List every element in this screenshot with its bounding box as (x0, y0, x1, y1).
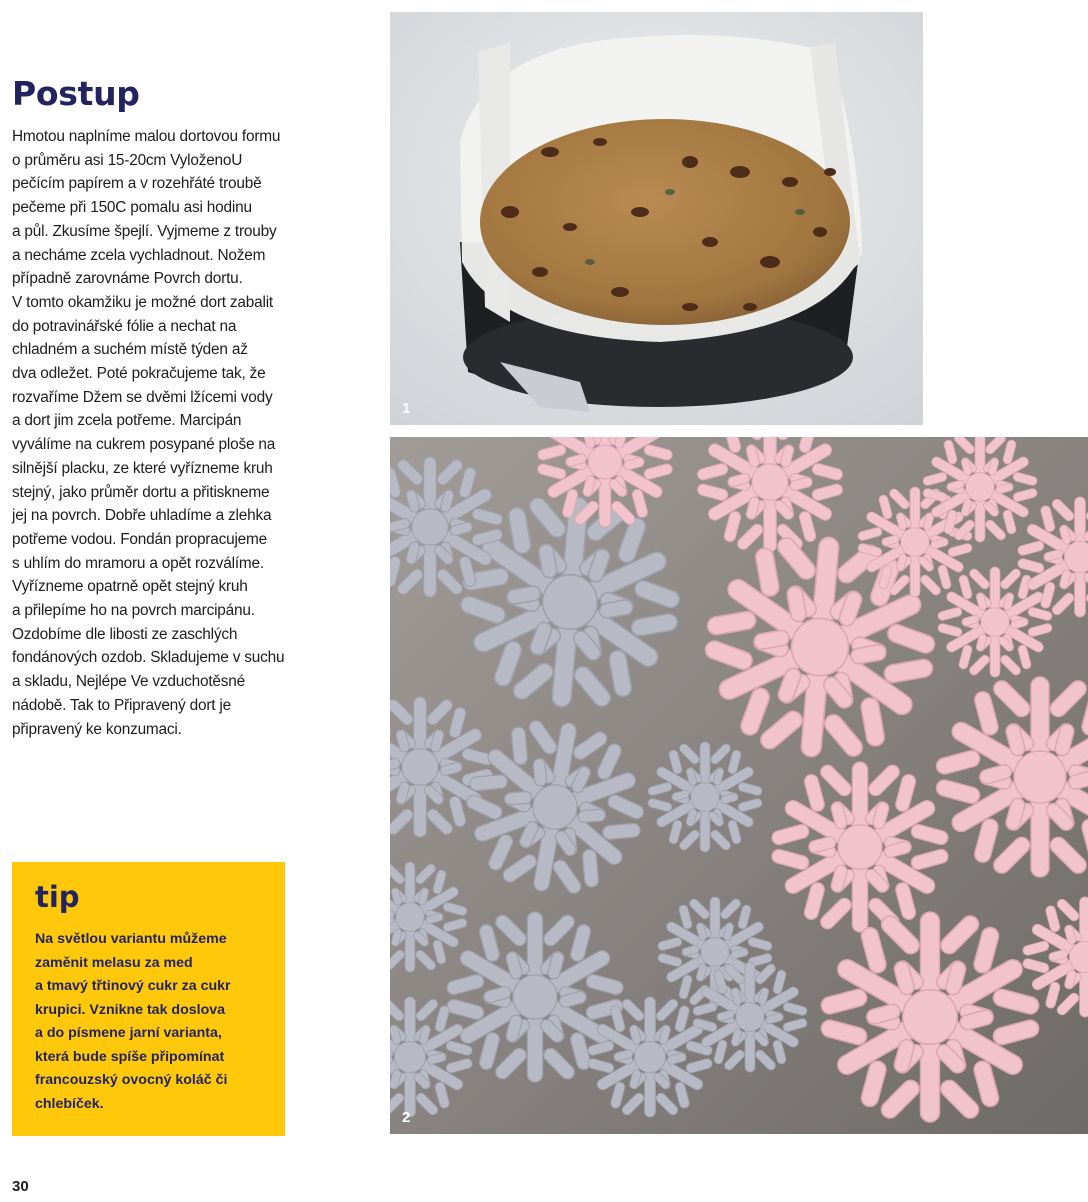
instructions-line: chladném a suchém místě týden až (12, 341, 248, 359)
section-heading: Postup (12, 74, 140, 113)
instructions-line: a přilepíme ho na povrch marcipánu. (12, 602, 255, 620)
instructions-line: nádobě. Tak to Připravený dort je (12, 696, 231, 714)
fondant-snowflakes-photo (390, 437, 1088, 1134)
instructions-line: o průměru asi 15-20cm VyloženoU (12, 151, 243, 169)
instructions-line: Ozdobíme dle libosti ze zaschlých (12, 625, 238, 643)
tip-line: Na světlou variantu můžeme (35, 931, 227, 947)
tip-line: francouzský ovocný koláč či (35, 1072, 228, 1088)
instructions-line: a skladu, Nejlépe Ve vzduchotěsné (12, 673, 245, 691)
instructions-line: dva odležet. Poté pokračujeme tak, že (12, 365, 266, 383)
instructions-line: vyválíme na cukrem posypané ploše na (12, 436, 276, 454)
instructions-line: a půl. Zkusíme špejlí. Vyjmeme z trouby (12, 222, 277, 240)
page-number: 30 (12, 1178, 29, 1195)
tip-box (12, 862, 285, 1136)
instructions-line: s uhlím do mramoru a opět rozválíme. (12, 554, 264, 572)
snowflakes-photo (390, 437, 1088, 1134)
tip-line: krupici. Vznikne tak doslova (35, 1001, 226, 1018)
tip-line: zaměnit melasu za med (35, 954, 193, 971)
instructions-line: a dort jim zcela potřeme. Marcipán (12, 412, 242, 430)
instructions-line: potřeme vodou. Fondán propracujeme (12, 530, 267, 548)
instructions-line: připravený ke konzumaci. (12, 720, 182, 738)
instructions-line: V tomto okamžiku je možné dort zabalit (12, 293, 273, 311)
tip-title: tip (35, 880, 80, 914)
instructions-line: Vyřízneme opatrně opět stejný kruh (12, 578, 248, 596)
instructions-line: Hmotou naplníme malou dortovou formu (12, 128, 281, 145)
tip-text (35, 928, 275, 1116)
tip-line: a tmavý třtinový cukr za cukr (35, 978, 231, 994)
instructions-line: pečeme při 150C pomalu asi hodinu (12, 199, 252, 217)
instructions-line: silnější placku, ze které vyřízneme kruh (12, 459, 273, 477)
photo-number-1: 1 (402, 400, 411, 417)
instructions-line: fondánových ozdob. Skladujeme v suchu (12, 649, 285, 667)
tip-line: a do písmene jarní varianta, (35, 1025, 222, 1041)
cake-in-springform-photo (390, 12, 923, 425)
instructions-line: rozvaříme Džem se dvěmi lžícemi vody (12, 388, 273, 406)
photo-number-2: 2 (402, 1109, 411, 1126)
instructions-line: jej na povrch. Dobře uhladíme a zlehka (12, 507, 272, 525)
cake-photo (390, 12, 923, 425)
instructions-line: a necháme zcela vychladnout. Nožem (12, 246, 266, 264)
tip-line: která bude spíše připomínat (35, 1048, 225, 1065)
instructions-line: případně zarovnáme Povrch dortu. (12, 270, 243, 288)
instructions-line: pečícím papírem a v rozehřáté troubě (12, 175, 262, 193)
tip-line: chlebíček. (35, 1095, 104, 1112)
instructions-line: do potravinářské fólie a nechat na (12, 317, 237, 335)
instructions-text (12, 125, 342, 741)
instructions-line: stejný, jako průměr dortu a přitiskneme (12, 483, 270, 501)
